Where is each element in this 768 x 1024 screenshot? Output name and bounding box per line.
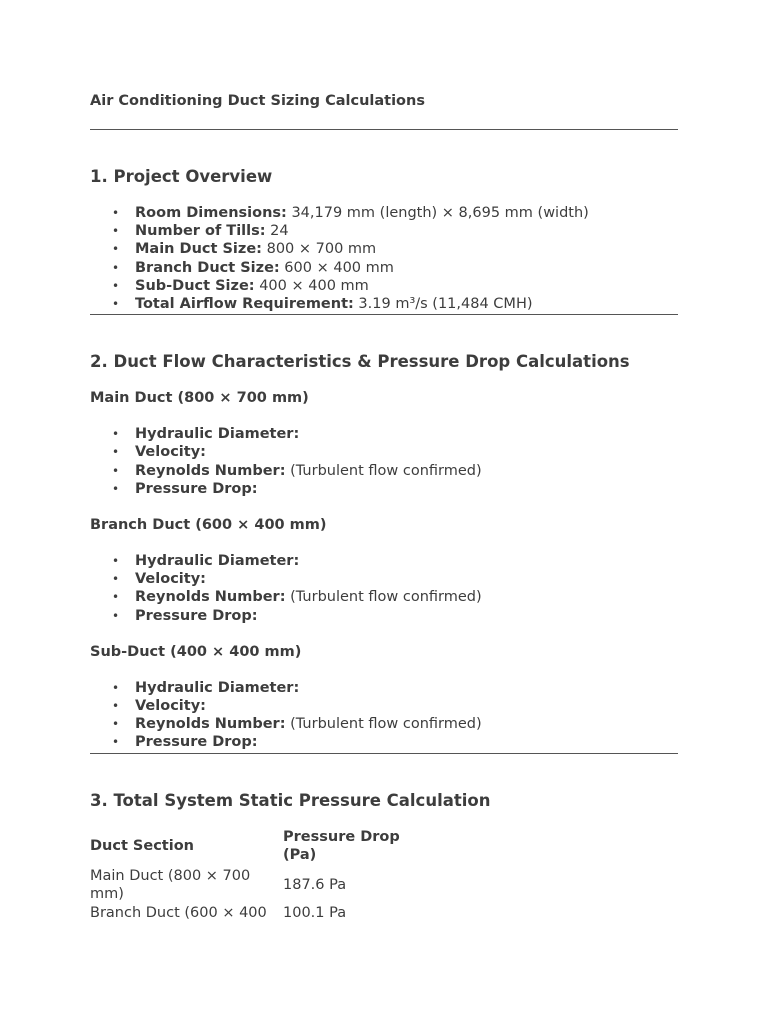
divider xyxy=(90,129,678,130)
branch-duct-list xyxy=(90,552,678,625)
sub-duct-heading: Sub-Duct (400 × 400 mm) xyxy=(90,643,302,660)
branch-duct-heading: Branch Duct (600 × 400 mm) xyxy=(90,517,327,534)
section2-heading: 2. Duct Flow Characteristics & Pressure Drop Calculations xyxy=(90,352,630,372)
list-item: • Pressure Drop: xyxy=(135,480,678,498)
table-header-row xyxy=(90,828,413,865)
list-item: • Reynolds Number: (Turbulent flow confirmed) xyxy=(135,715,678,733)
main-duct-heading: Main Duct (800 × 700 mm) xyxy=(90,390,309,407)
pressure-table xyxy=(90,828,413,923)
list-item: • Total Airflow Requirement: 3.19 m³/s (11,484 CMH) xyxy=(135,295,678,313)
divider xyxy=(90,753,678,754)
list-item: • Sub-Duct Size: 400 × 400 mm xyxy=(135,277,678,295)
list-item: • Pressure Drop: xyxy=(135,607,678,625)
divider xyxy=(90,314,678,315)
list-item: • Room Dimensions: 34,179 mm (length) × 8,695 mm (width) xyxy=(135,204,678,222)
list-item: • Reynolds Number: (Turbulent flow confirmed) xyxy=(135,462,678,480)
table-cell: Main Duct (800 × 700 mm) xyxy=(90,867,251,903)
table-cell: 187.6 Pa xyxy=(283,876,347,893)
table-cell: 100.1 Pa xyxy=(283,904,347,921)
project-overview-list xyxy=(90,204,678,313)
table-cell: Branch Duct (600 × 400 xyxy=(90,904,267,921)
section1-heading: 1. Project Overview xyxy=(90,167,273,186)
list-item: • Velocity: xyxy=(135,697,678,715)
list-item: • Velocity: xyxy=(135,570,678,588)
list-item: • Hydraulic Diameter: xyxy=(135,425,678,443)
table-row xyxy=(90,904,413,923)
document-title: Air Conditioning Duct Sizing Calculations xyxy=(90,93,425,109)
table-header-cell: Duct Section xyxy=(90,837,194,854)
list-item: • Pressure Drop: xyxy=(135,733,678,751)
sub-duct-list xyxy=(90,679,678,752)
list-item: • Hydraulic Diameter: xyxy=(135,679,678,697)
section3-heading: 3. Total System Static Pressure Calculation xyxy=(90,790,491,810)
list-item: • Main Duct Size: 800 × 700 mm xyxy=(135,240,678,258)
table-header-cell: Pressure Drop (Pa) xyxy=(283,828,400,864)
main-duct-list xyxy=(90,425,678,498)
list-item: • Reynolds Number: (Turbulent flow confirmed) xyxy=(135,588,678,606)
list-item: • Hydraulic Diameter: xyxy=(135,552,678,570)
table-row xyxy=(90,865,413,904)
list-item: • Branch Duct Size: 600 × 400 mm xyxy=(135,259,678,277)
list-item: • Velocity: xyxy=(135,443,678,461)
list-item: • Number of Tills: 24 xyxy=(135,222,678,240)
document xyxy=(90,92,678,922)
